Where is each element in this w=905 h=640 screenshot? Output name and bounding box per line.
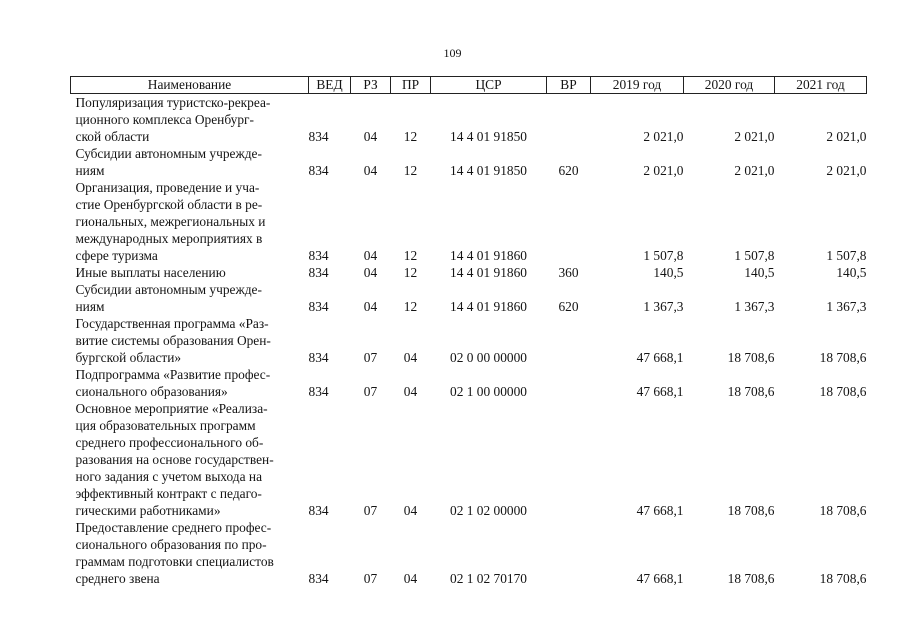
- row-name-line: ниям: [75, 163, 105, 178]
- cell-vr: [547, 366, 591, 400]
- cell-y2021: 18 708,6: [819, 503, 867, 518]
- cell-vr: [547, 179, 591, 264]
- header-vr: ВР: [547, 77, 591, 94]
- table-row: [71, 145, 867, 179]
- cell-rz: 07: [363, 350, 378, 365]
- table-header: [71, 77, 867, 94]
- cell-pr: 04: [403, 571, 418, 586]
- table-row: [71, 179, 867, 264]
- row-name: [71, 519, 309, 587]
- cell-csr: 14 4 01 91860: [450, 265, 527, 280]
- row-name: [71, 315, 309, 366]
- cell-y2019: 140,5: [653, 265, 684, 280]
- cell-vr: [547, 400, 591, 519]
- cell-y2019: 47 668,1: [636, 571, 684, 586]
- cell-y2019: 1 367,3: [643, 299, 684, 314]
- header-2020: 2020 год: [684, 77, 775, 94]
- cell-csr: 14 4 01 91860: [450, 248, 527, 263]
- row-name-line: стие Оренбургской области в ре-: [75, 197, 263, 212]
- cell-y2019: 1 507,8: [643, 248, 684, 263]
- cell-csr: 02 0 00 00000: [450, 350, 527, 365]
- cell-y2020: 140,5: [744, 265, 775, 280]
- row-name: [71, 94, 309, 146]
- row-name: [71, 400, 309, 519]
- cell-pr: 04: [403, 350, 418, 365]
- cell-vr: 360: [558, 265, 579, 280]
- header-name: Наименование: [71, 77, 309, 94]
- cell-vr: [547, 315, 591, 366]
- cell-y2021: 140,5: [836, 265, 867, 280]
- cell-rz: 04: [363, 129, 378, 144]
- cell-y2020: 1 367,3: [734, 299, 775, 314]
- row-name-line: среднего профессионального об-: [75, 435, 264, 450]
- cell-rz: 04: [363, 299, 378, 314]
- cell-y2019: 47 668,1: [636, 350, 684, 365]
- table-row: [71, 400, 867, 519]
- row-name-line: ниям: [75, 299, 105, 314]
- cell-pr: 12: [403, 248, 418, 263]
- header-rz: РЗ: [351, 77, 391, 94]
- row-name-line: сфере туризма: [75, 248, 158, 263]
- row-name-line: Субсидии автономным учрежде-: [75, 146, 262, 161]
- cell-y2021: 18 708,6: [819, 384, 867, 399]
- header-row: [71, 77, 867, 94]
- row-name-line: бургской области»: [75, 350, 182, 365]
- cell-ved: 834: [308, 265, 329, 280]
- row-name-line: сионального образования»: [75, 384, 228, 399]
- row-name-line: сионального образования по про-: [75, 537, 267, 552]
- cell-csr: 14 4 01 91850: [450, 129, 527, 144]
- cell-csr: 02 1 02 70170: [450, 571, 527, 586]
- cell-vr: 620: [558, 163, 579, 178]
- cell-ved: 834: [308, 350, 329, 365]
- row-name: [71, 366, 309, 400]
- row-name: [71, 281, 309, 315]
- table-row: [71, 281, 867, 315]
- row-name-line: ного задания с учетом выхода на: [75, 469, 263, 484]
- cell-csr: 14 4 01 91860: [450, 299, 527, 314]
- header-pr: ПР: [391, 77, 431, 94]
- row-name-line: Государственная программа «Раз-: [75, 316, 269, 331]
- table-row: [71, 264, 867, 281]
- cell-pr: 04: [403, 503, 418, 518]
- cell-pr: 12: [403, 299, 418, 314]
- row-name-line: ской области: [75, 129, 150, 144]
- cell-y2021: 18 708,6: [819, 350, 867, 365]
- row-name-line: разования на основе государствен-: [75, 452, 274, 467]
- row-name-line: среднего звена: [75, 571, 160, 586]
- cell-rz: 04: [363, 248, 378, 263]
- cell-y2019: 2 021,0: [643, 129, 684, 144]
- cell-pr: 12: [403, 163, 418, 178]
- table-row: [71, 519, 867, 587]
- cell-y2019: 47 668,1: [636, 503, 684, 518]
- cell-csr: 14 4 01 91850: [450, 163, 527, 178]
- table-row: [71, 315, 867, 366]
- cell-vr: [547, 519, 591, 587]
- cell-y2020: 2 021,0: [734, 163, 775, 178]
- cell-y2020: 18 708,6: [727, 571, 775, 586]
- cell-y2019: 47 668,1: [636, 384, 684, 399]
- cell-pr: 12: [403, 265, 418, 280]
- cell-y2021: 18 708,6: [819, 571, 867, 586]
- cell-csr: 02 1 00 00000: [450, 384, 527, 399]
- row-name-line: Организация, проведение и уча-: [75, 180, 260, 195]
- cell-ved: 834: [308, 248, 329, 263]
- cell-y2021: 2 021,0: [826, 163, 867, 178]
- cell-y2020: 1 507,8: [734, 248, 775, 263]
- cell-y2019: 2 021,0: [643, 163, 684, 178]
- cell-pr: 12: [403, 129, 418, 144]
- header-2021: 2021 год: [775, 77, 867, 94]
- cell-vr: 620: [558, 299, 579, 314]
- row-name-line: витие системы образования Орен-: [75, 333, 271, 348]
- row-name-line: Основное мероприятие «Реализа-: [75, 401, 268, 416]
- cell-y2020: 18 708,6: [727, 503, 775, 518]
- budget-table: [70, 76, 867, 587]
- page-number: 109: [443, 46, 462, 60]
- cell-ved: 834: [308, 384, 329, 399]
- cell-rz: 07: [363, 503, 378, 518]
- cell-y2020: 18 708,6: [727, 350, 775, 365]
- cell-ved: 834: [308, 571, 329, 586]
- table-row: [71, 366, 867, 400]
- cell-ved: 834: [308, 503, 329, 518]
- cell-ved: 834: [308, 299, 329, 314]
- cell-rz: 07: [363, 384, 378, 399]
- row-name-line: международных мероприятиях в: [75, 231, 263, 246]
- row-name-line: гиональных, межрегиональных и: [75, 214, 266, 229]
- cell-ved: 834: [308, 163, 329, 178]
- header-ved: ВЕД: [309, 77, 351, 94]
- row-name-line: Субсидии автономным учрежде-: [75, 282, 262, 297]
- row-name-line: ционного комплекса Оренбург-: [75, 112, 254, 127]
- cell-y2021: 1 367,3: [826, 299, 867, 314]
- cell-y2020: 2 021,0: [734, 129, 775, 144]
- cell-rz: 04: [363, 163, 378, 178]
- row-name: [71, 179, 309, 264]
- cell-vr: [547, 94, 591, 146]
- row-name-line: гическими работниками»: [75, 503, 221, 518]
- cell-pr: 04: [403, 384, 418, 399]
- row-name-line: Подпрограмма «Развитие профес-: [75, 367, 271, 382]
- header-2019: 2019 год: [591, 77, 684, 94]
- cell-csr: 02 1 02 00000: [450, 503, 527, 518]
- row-name: [71, 264, 309, 281]
- table-row: [71, 94, 867, 146]
- cell-y2020: 18 708,6: [727, 384, 775, 399]
- cell-y2021: 1 507,8: [826, 248, 867, 263]
- row-name-line: ция образовательных программ: [75, 418, 256, 433]
- cell-ved: 834: [308, 129, 329, 144]
- row-name-line: граммам подготовки специалистов: [75, 554, 274, 569]
- row-name-line: Иные выплаты населению: [75, 265, 226, 280]
- cell-rz: 04: [363, 265, 378, 280]
- cell-rz: 07: [363, 571, 378, 586]
- header-csr: ЦСР: [431, 77, 547, 94]
- row-name-line: Предоставление среднего профес-: [75, 520, 272, 535]
- row-name: [71, 145, 309, 179]
- row-name-line: эффективный контракт с педаго-: [75, 486, 262, 501]
- row-name-line: Популяризация туристско-рекреа-: [75, 95, 271, 110]
- table-body: [71, 94, 867, 588]
- cell-y2021: 2 021,0: [826, 129, 867, 144]
